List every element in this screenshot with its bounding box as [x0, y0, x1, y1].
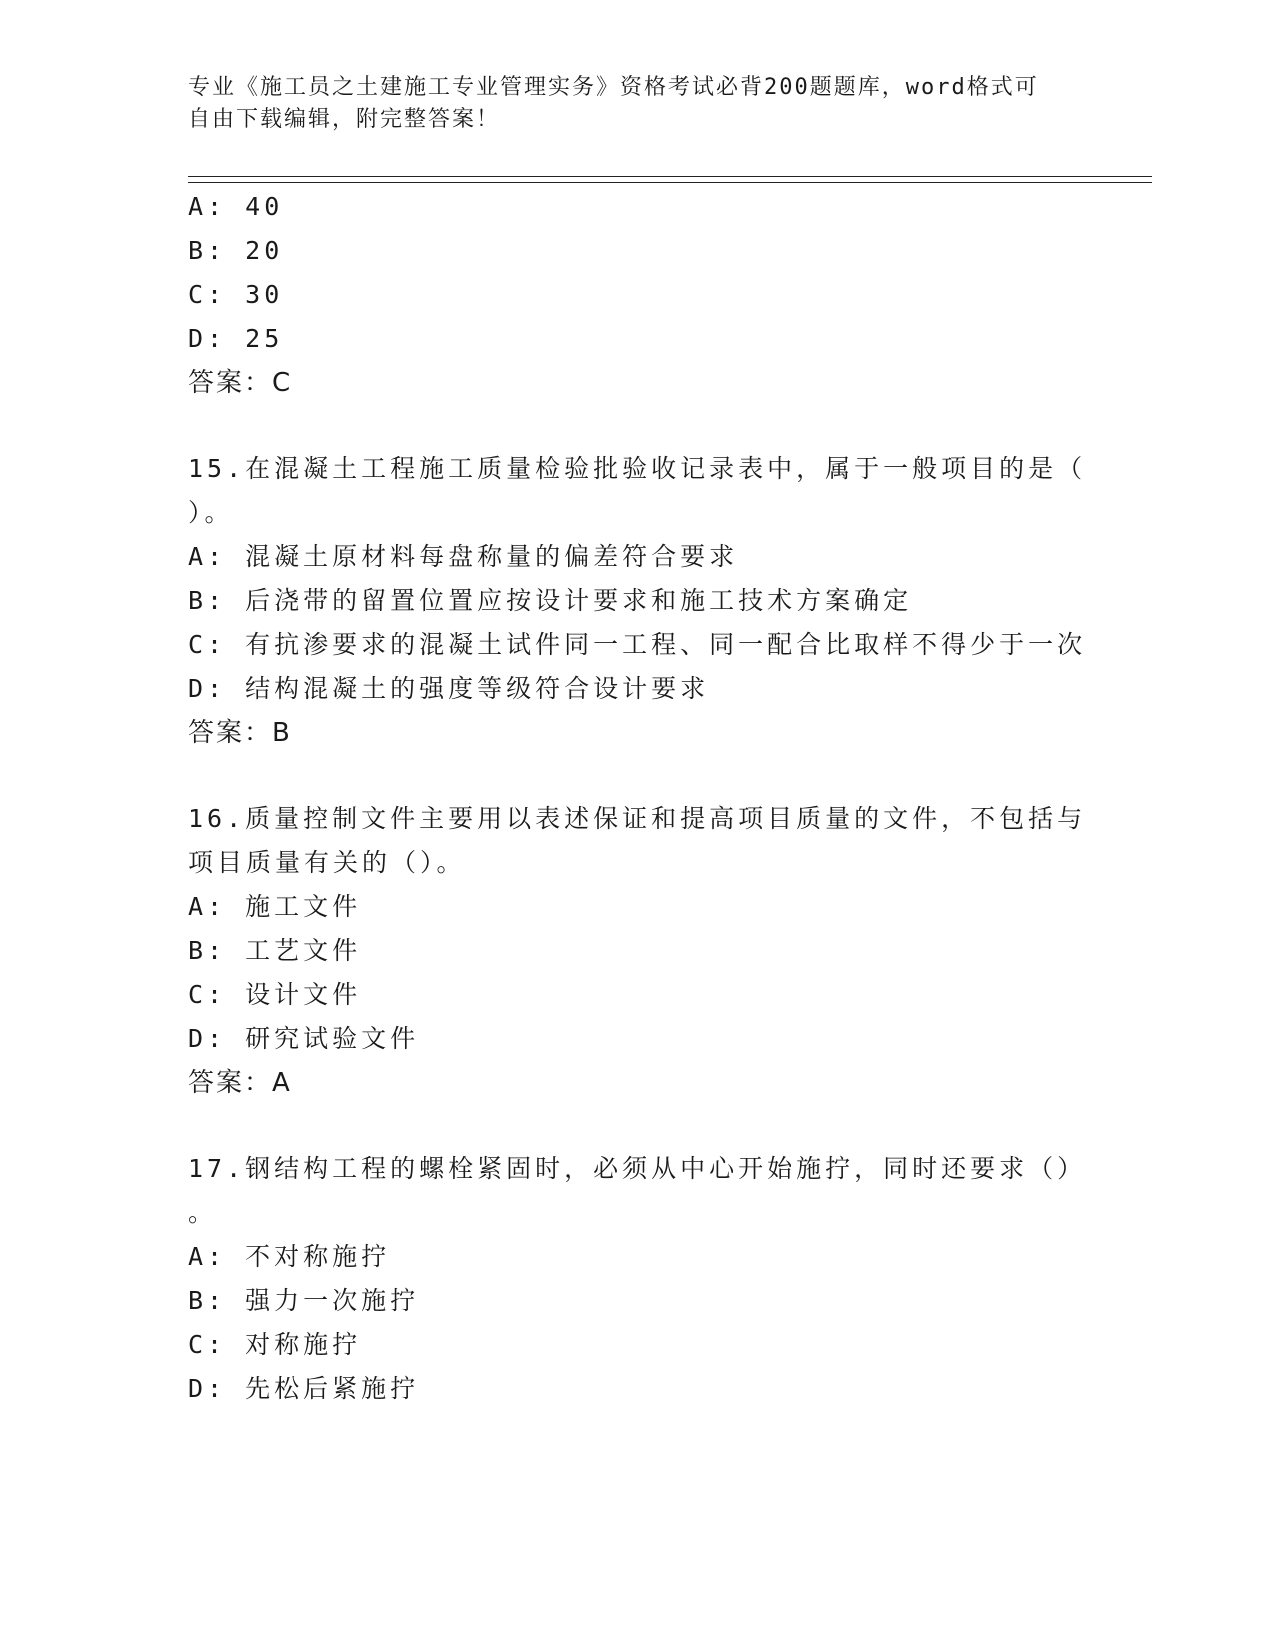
q15-answer: 答案：B: [188, 718, 292, 748]
q16-option-a: A: 施工文件: [188, 892, 362, 921]
q15-stem-line-2: ）。: [188, 498, 234, 527]
q16-option-d: D: 研究试验文件: [188, 1024, 420, 1053]
header-divider: [188, 176, 1152, 183]
q16-stem-line-1: 16.质量控制文件主要用以表述保证和提高项目质量的文件，不包括与: [188, 804, 1087, 833]
q15-option-b: B: 后浇带的留置位置应按设计要求和施工技术方案确定: [188, 586, 913, 615]
q17-option-d: D: 先松后紧施拧: [188, 1374, 420, 1403]
q14-option-a: A: 40: [188, 192, 284, 221]
q17-option-c: C: 对称施拧: [188, 1330, 362, 1359]
q17-stem-line-1: 17.钢结构工程的螺栓紧固时，必须从中心开始施拧，同时还要求（）: [188, 1154, 1087, 1183]
q17-option-a: A: 不对称施拧: [188, 1242, 391, 1271]
q16-answer: 答案：A: [188, 1068, 292, 1098]
q15-option-c: C: 有抗渗要求的混凝土试件同一工程、同一配合比取样不得少于一次: [188, 630, 1087, 659]
q14-option-c: C: 30: [188, 280, 284, 309]
header-title-line-2: 自由下载编辑，附完整答案！: [188, 107, 501, 132]
q17-option-b: B: 强力一次施拧: [188, 1286, 420, 1315]
q14-option-d: D: 25: [188, 324, 284, 353]
q17-stem-line-2: 。: [188, 1198, 218, 1227]
q16-stem-line-2: 项目质量有关的（）。: [188, 848, 466, 877]
q14-option-b: B: 20: [188, 236, 284, 265]
page-header: [188, 72, 1068, 136]
q16-option-b: B: 工艺文件: [188, 936, 362, 965]
q16-option-c: C: 设计文件: [188, 980, 362, 1009]
q15-option-d: D: 结构混凝土的强度等级符合设计要求: [188, 674, 710, 703]
q15-stem-line-1: 15.在混凝土工程施工质量检验批验收记录表中，属于一般项目的是（: [188, 454, 1087, 483]
q15-option-a: A: 混凝土原材料每盘称量的偏差符合要求: [188, 542, 739, 571]
header-title-line-1: 专业《施工员之土建施工专业管理实务》资格考试必背200题题库，word格式可: [188, 75, 1039, 100]
q14-answer: 答案：C: [188, 368, 293, 398]
